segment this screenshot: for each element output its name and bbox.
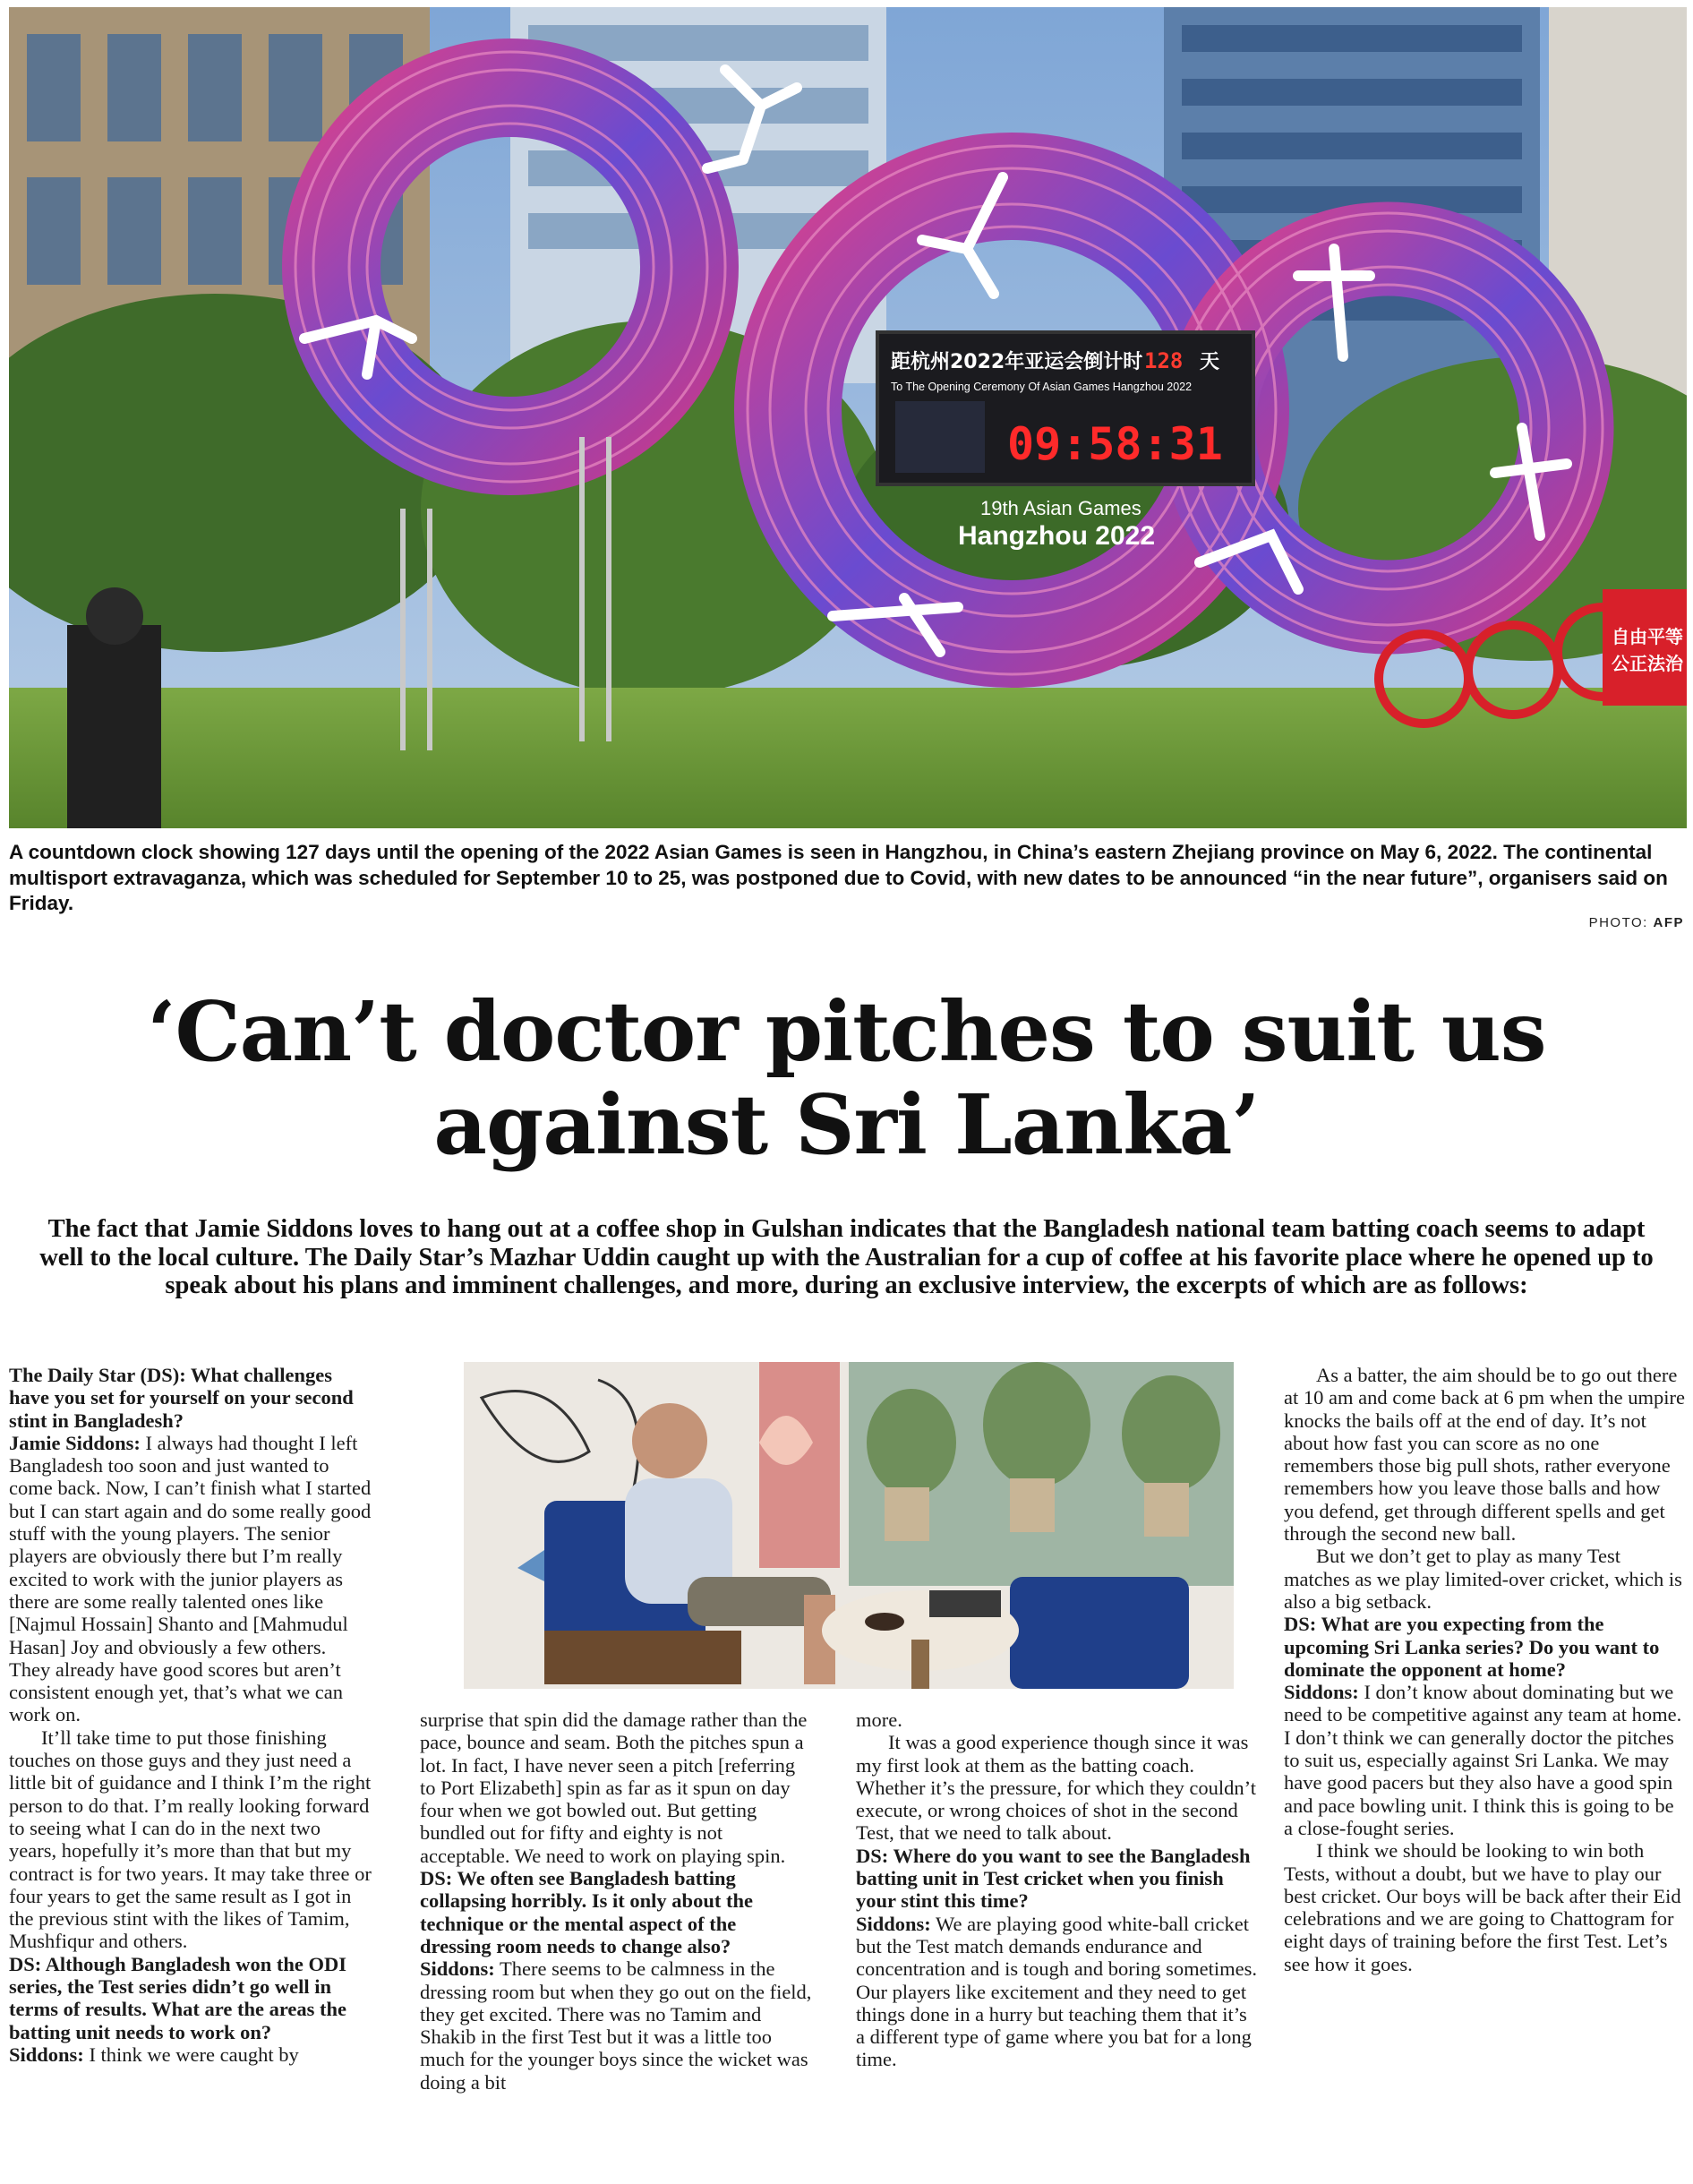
column-3-paragraph-2: It was a good experience though since it was my first look at them as the batting coach. Whether it’s the pressure, for which they couldn’t execute, or wrong choices of shot in the second Test, that we need to talk about. <box>856 1731 1256 1845</box>
games-line-1: 19th Asian Games <box>980 497 1141 519</box>
headline: ‘Can’t doctor pitches to suit us against Sri Lanka’ <box>147 983 1546 1173</box>
article-column-3 <box>856 1709 1259 2071</box>
column-4-paragraph-3: I think we should be looking to win both Tests, without a doubt, but we have to play our best cricket. Our boys will be back after their Eid celebrations and we are going to Chattogram for eight days of training before the first Test. Let’s see how it goes. <box>1284 1839 1681 1975</box>
answer-3 <box>420 1957 812 2094</box>
question-5: DS: What are you expecting from the upcoming Sri Lanka series? Do you want to dominate the opponent at home? <box>1284 1613 1660 1681</box>
photo-credit-label: PHOTO: <box>1588 915 1648 930</box>
photo-credit <box>1589 915 1684 930</box>
countdown-day-char: 天 <box>1200 351 1220 373</box>
answer-1-speaker: Jamie Siddons: <box>9 1431 141 1454</box>
standfirst: The fact that Jamie Siddons loves to hang out at a coffee shop in Gulshan indicates that the Bangladesh national team batting coach seems to adapt well to the local culture. The Daily Star’s Mazhar Uddin caught up with the Australian for a cup of coffee at his favorite place where he opened up to speak about his plans and imminent challenges, and more, during an exclusive interview, the excerpts of which are as follows: <box>39 1215 1654 1299</box>
answer-2-speaker: Siddons: <box>9 2043 84 2066</box>
answer-4 <box>856 1913 1259 2071</box>
article-column-4 <box>1284 1364 1685 1975</box>
countdown-chinese-title: 距杭州2022年亚运会倒计时 <box>891 351 1143 373</box>
answer-1 <box>9 1432 372 1726</box>
interview-photo <box>464 1362 1234 1689</box>
answer-5-text: I don’t know about dominating but we need to be competitive against any team at home. I don’t think we can generally doctor the pitches to suit us, especially against Sri Lanka. We may have good pacers but they also have a good spin and pace bowling unit. I think this is going to be a close-fought series. <box>1284 1681 1682 1839</box>
question-2: DS: Although Bangladesh won the ODI series, the Test series didn’t go well in terms of results. What are the areas the batting unit needs to work on? <box>9 1952 347 2043</box>
answer-4-speaker: Siddons: <box>856 1912 931 1935</box>
column-4-paragraph-1: As a batter, the aim should be to go out there at 10 am and come back at 6 pm when the umpire knocks the bails off at the end of day. It’s not about how fast you can score as no one remembers those big pull shots, rather everyone remembers how you leave those balls and how you defend, get through different spells and get through the second new ball. <box>1284 1364 1685 1546</box>
photo-credit-source: AFP <box>1653 915 1684 930</box>
sign-line-2: 公正法治 <box>1612 653 1683 674</box>
countdown-english-title: To The Opening Ceremony Of Asian Games Hangzhou 2022 <box>891 381 1193 393</box>
answer-2-text: I think we were caught by <box>83 2043 299 2066</box>
answer-5 <box>1284 1681 1685 1839</box>
answer-1-text: I always had thought I left Bangladesh too soon and just wanted to come back. Now, I can’t finish what I started but I can start again and do some really good stuff with the young players. The senior players are obviously there but I’m really excited to work with the junior players as there are some really talented ones like [Najmul Hossain] Shanto and [Mahmudul Hasan] Joy and obviously a few others. They already have good scores but aren’t consistent enough yet, that’s what we can work on. <box>9 1431 372 1726</box>
photo-caption: A countdown clock showing 127 days until the opening of the 2022 Asian Games is seen in Hangzhou, in China’s eastern Zhejiang province on May 6, 2022. The continental multisport extravaganza, which was scheduled for September 10 to 25, was postponed due to Covid, with new dates to be announced “in the near future”, organisers said on Friday. <box>9 841 1668 914</box>
answer-3-speaker: Siddons: <box>420 1957 495 1981</box>
sign-line-1: 自由平等 <box>1612 626 1683 647</box>
answer-3-text: There seems to be calmness in the dressing room but when they go out on the field, they get excited. There was no Tamim and Shakib in the first Test but it was a little too much for the younger boys since the wicket was doing a bit <box>420 1957 812 2094</box>
question-1: The Daily Star (DS): What challenges have you set for yourself on your second stint in Bangladesh? <box>9 1364 354 1432</box>
article-column-2 <box>420 1709 812 2094</box>
column-4-paragraph-2: But we don’t get to play as many Test matches as we play limited-over cricket, which is also a big setback. <box>1284 1545 1682 1613</box>
answer-2 <box>9 2043 372 2066</box>
question-4: DS: Where do you want to see the Bangladesh batting unit in Test cricket when you finish your stint this time? <box>856 1844 1251 1913</box>
column-2-paragraph-1: surprise that spin did the damage rather than the pace, bounce and seam. Both the pitches spun a lot. In fact, I have never seen a pitch [referring to Port Elizabeth] spin as far as it spun on day four when we got bowled out. But getting bundled out for fifty and eighty is not acceptable. We need to work on playing spin. <box>420 1709 808 1867</box>
answer-1-paragraph-2: It’ll take time to put those finishing touches on those guys and they just need a little bit of guidance and I think I’m the right person to do that. I’m really looking forward to seeing what I can do in the next two years, hopefully it’s more than that but my contract is for two years. It may take three or four years to get the same result as I got in the previous stint with the likes of Tamim, Mushfiqur and others. <box>9 1726 372 1953</box>
hero-photo <box>9 7 1687 828</box>
countdown-days: 128 <box>1144 348 1184 373</box>
games-line-2: Hangzhou 2022 <box>958 521 1156 551</box>
column-3-paragraph-1: more. <box>856 1709 902 1731</box>
countdown-clock: 09:58:31 <box>1007 418 1223 470</box>
article-column-1 <box>9 1364 372 2066</box>
answer-5-speaker: Siddons: <box>1284 1681 1359 1704</box>
answer-4-text: We are playing good white-ball cricket but the Test match demands endurance and concentration and is tough and boring sometimes. Our players like excitement and they need to get things done in a hurry but teaching them that it’s a different type of game where you bat for a long time. <box>856 1912 1258 2071</box>
question-3: DS: We often see Bangladesh batting collapsing horribly. Is it only about the technique or the mental aspect of the dressing room needs to change also? <box>420 1867 753 1957</box>
